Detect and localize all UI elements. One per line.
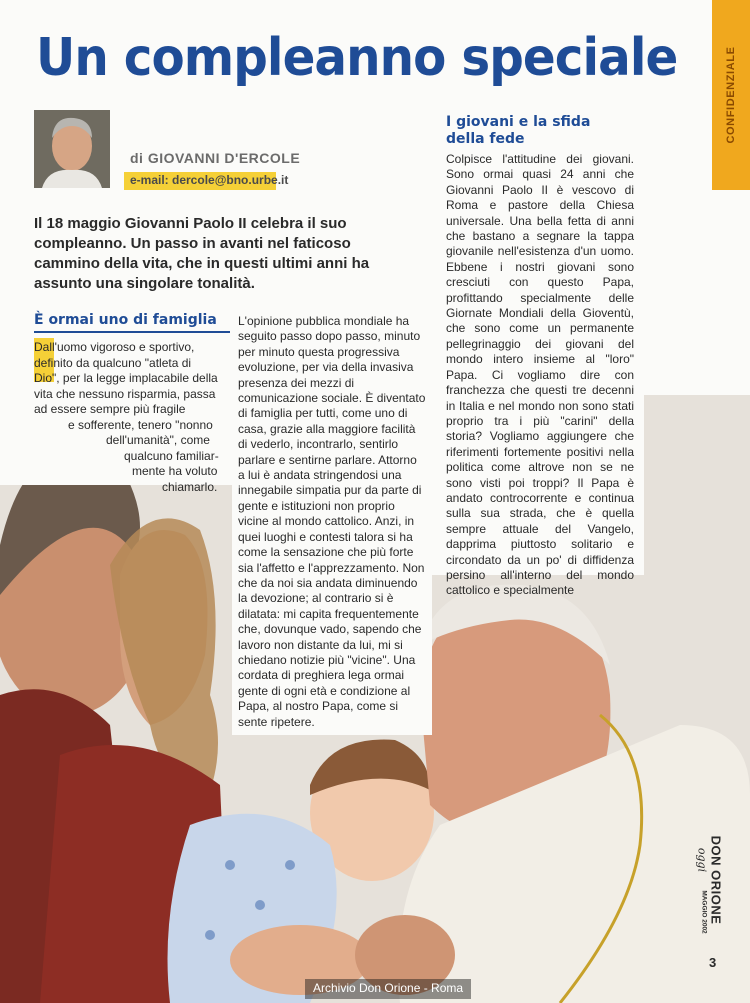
article-lede: Il 18 maggio Giovanni Paolo II celebra il suo compleanno. Un passo in avanti nel faticoso cammino della vita, che in questi ultimi anni ha assunto una singolare tonalità. — [34, 215, 370, 292]
archive-caption: Archivio Don Orione - Roma — [305, 979, 471, 999]
col1-line: vita che nessuno risparmia, passa — [34, 386, 216, 401]
page-number: 3 — [709, 955, 717, 970]
section-title-giovani: I giovani e la sfida della fede — [446, 114, 591, 147]
section-rule — [34, 331, 230, 333]
col1-line: definito da qualcuno "atleta di — [34, 355, 192, 370]
column-2-text: L'opinione pubblica mondiale ha seguito passo dopo passo, minuto per minuto questa progressiva evoluzione, per via della invasiva presenza dei mezzi di comunicazione sociale. È diventato di famiglia per tutti, come uno di casa, grazie alla maggiore facilità di vederlo, incontrarlo, sentirlo parlare e sentirne parlare. Attorno a lui è andata stringendosi una innegabile simpatia pur da parte di gente e istituzioni non proprio vicine al mondo cattolico. Anzi, in quei luoghi e contesti talora si ha come la sensazione che più forte sia l'affetto e l'apprezzamento. Non che da noi sia andata diminuendo la devozione; al contrario si è dilatata: mi capita frequentemente che, dovunque vado, sapendo che lavoro non distante da lui, mi si chiedano notizie più "vicine". Una cordata di preghiera lega ormai gente di ogni età e condizione al Papa, al nostro Papa, come si sente ripetere. — [238, 314, 426, 729]
magazine-subtitle: oggi — [695, 847, 709, 873]
author-portrait-image — [34, 110, 110, 188]
col1-line: Dio", per la legge implacabile della — [34, 371, 218, 385]
author-portrait — [34, 110, 110, 188]
confidenziale-label: CONFIDENZIALE — [725, 46, 737, 144]
magazine-name: DON ORIONE — [708, 835, 724, 925]
col1-line: chiamarlo. — [162, 479, 218, 494]
page-title: Un compleanno speciale — [36, 28, 678, 88]
col1-line: dell'umanità", come — [106, 433, 210, 447]
col1-line: e sofferente, tenero "nonno — [68, 417, 213, 432]
col1-line: qualcuno familiar- — [124, 448, 219, 463]
author-email: e-mail: dercole@bno.urbe.it — [124, 172, 276, 190]
col1-line: mente ha voluto — [132, 464, 218, 478]
magazine-date: MAGGIO 2002 — [700, 890, 708, 934]
col1-line: Dall'uomo vigoroso e sportivo, — [34, 340, 195, 354]
col1-line: ad essere sempre più fragile — [34, 402, 186, 416]
section-title-famiglia: È ormai uno di famiglia — [34, 312, 217, 328]
column-1-text — [34, 340, 224, 495]
column-3-text: Colpisce l'attitudine dei giovani. Sono ormai quasi 24 anni che Giovanni Paolo II è vescovo di Roma e pastore della Chiesa universale. Una bella fetta di anni che bastano a segnare la tappa giovanile nell'esistenza d'un uomo. Ebbene i nostri giovani sono cresciuti con questo Papa, profittando specialmente delle Giornate Mondiali della Gioventù, che sono come un permanente pellegrinaggio dei giovani del mondo intero insieme al "loro" Papa. Ci vogliamo dire con franchezza che questi tre decenni in Italia e nel mondo non sono stati proprio tra i più "carini" della storia? Vogliamo aggiungere che riferimenti fortemente positivi nella politica come altrove non se ne sono visti poi troppi? Il Papa è andato controcorrente e continua sulla sua strada, che è quella sempre attuale del Vangelo, dapprima piuttosto solitario e circondato da un po' di diffidenza persino all'interno del mondo cattolico e specialmente — [446, 152, 634, 598]
author-byline: di GIOVANNI D'ERCOLE — [130, 150, 301, 166]
